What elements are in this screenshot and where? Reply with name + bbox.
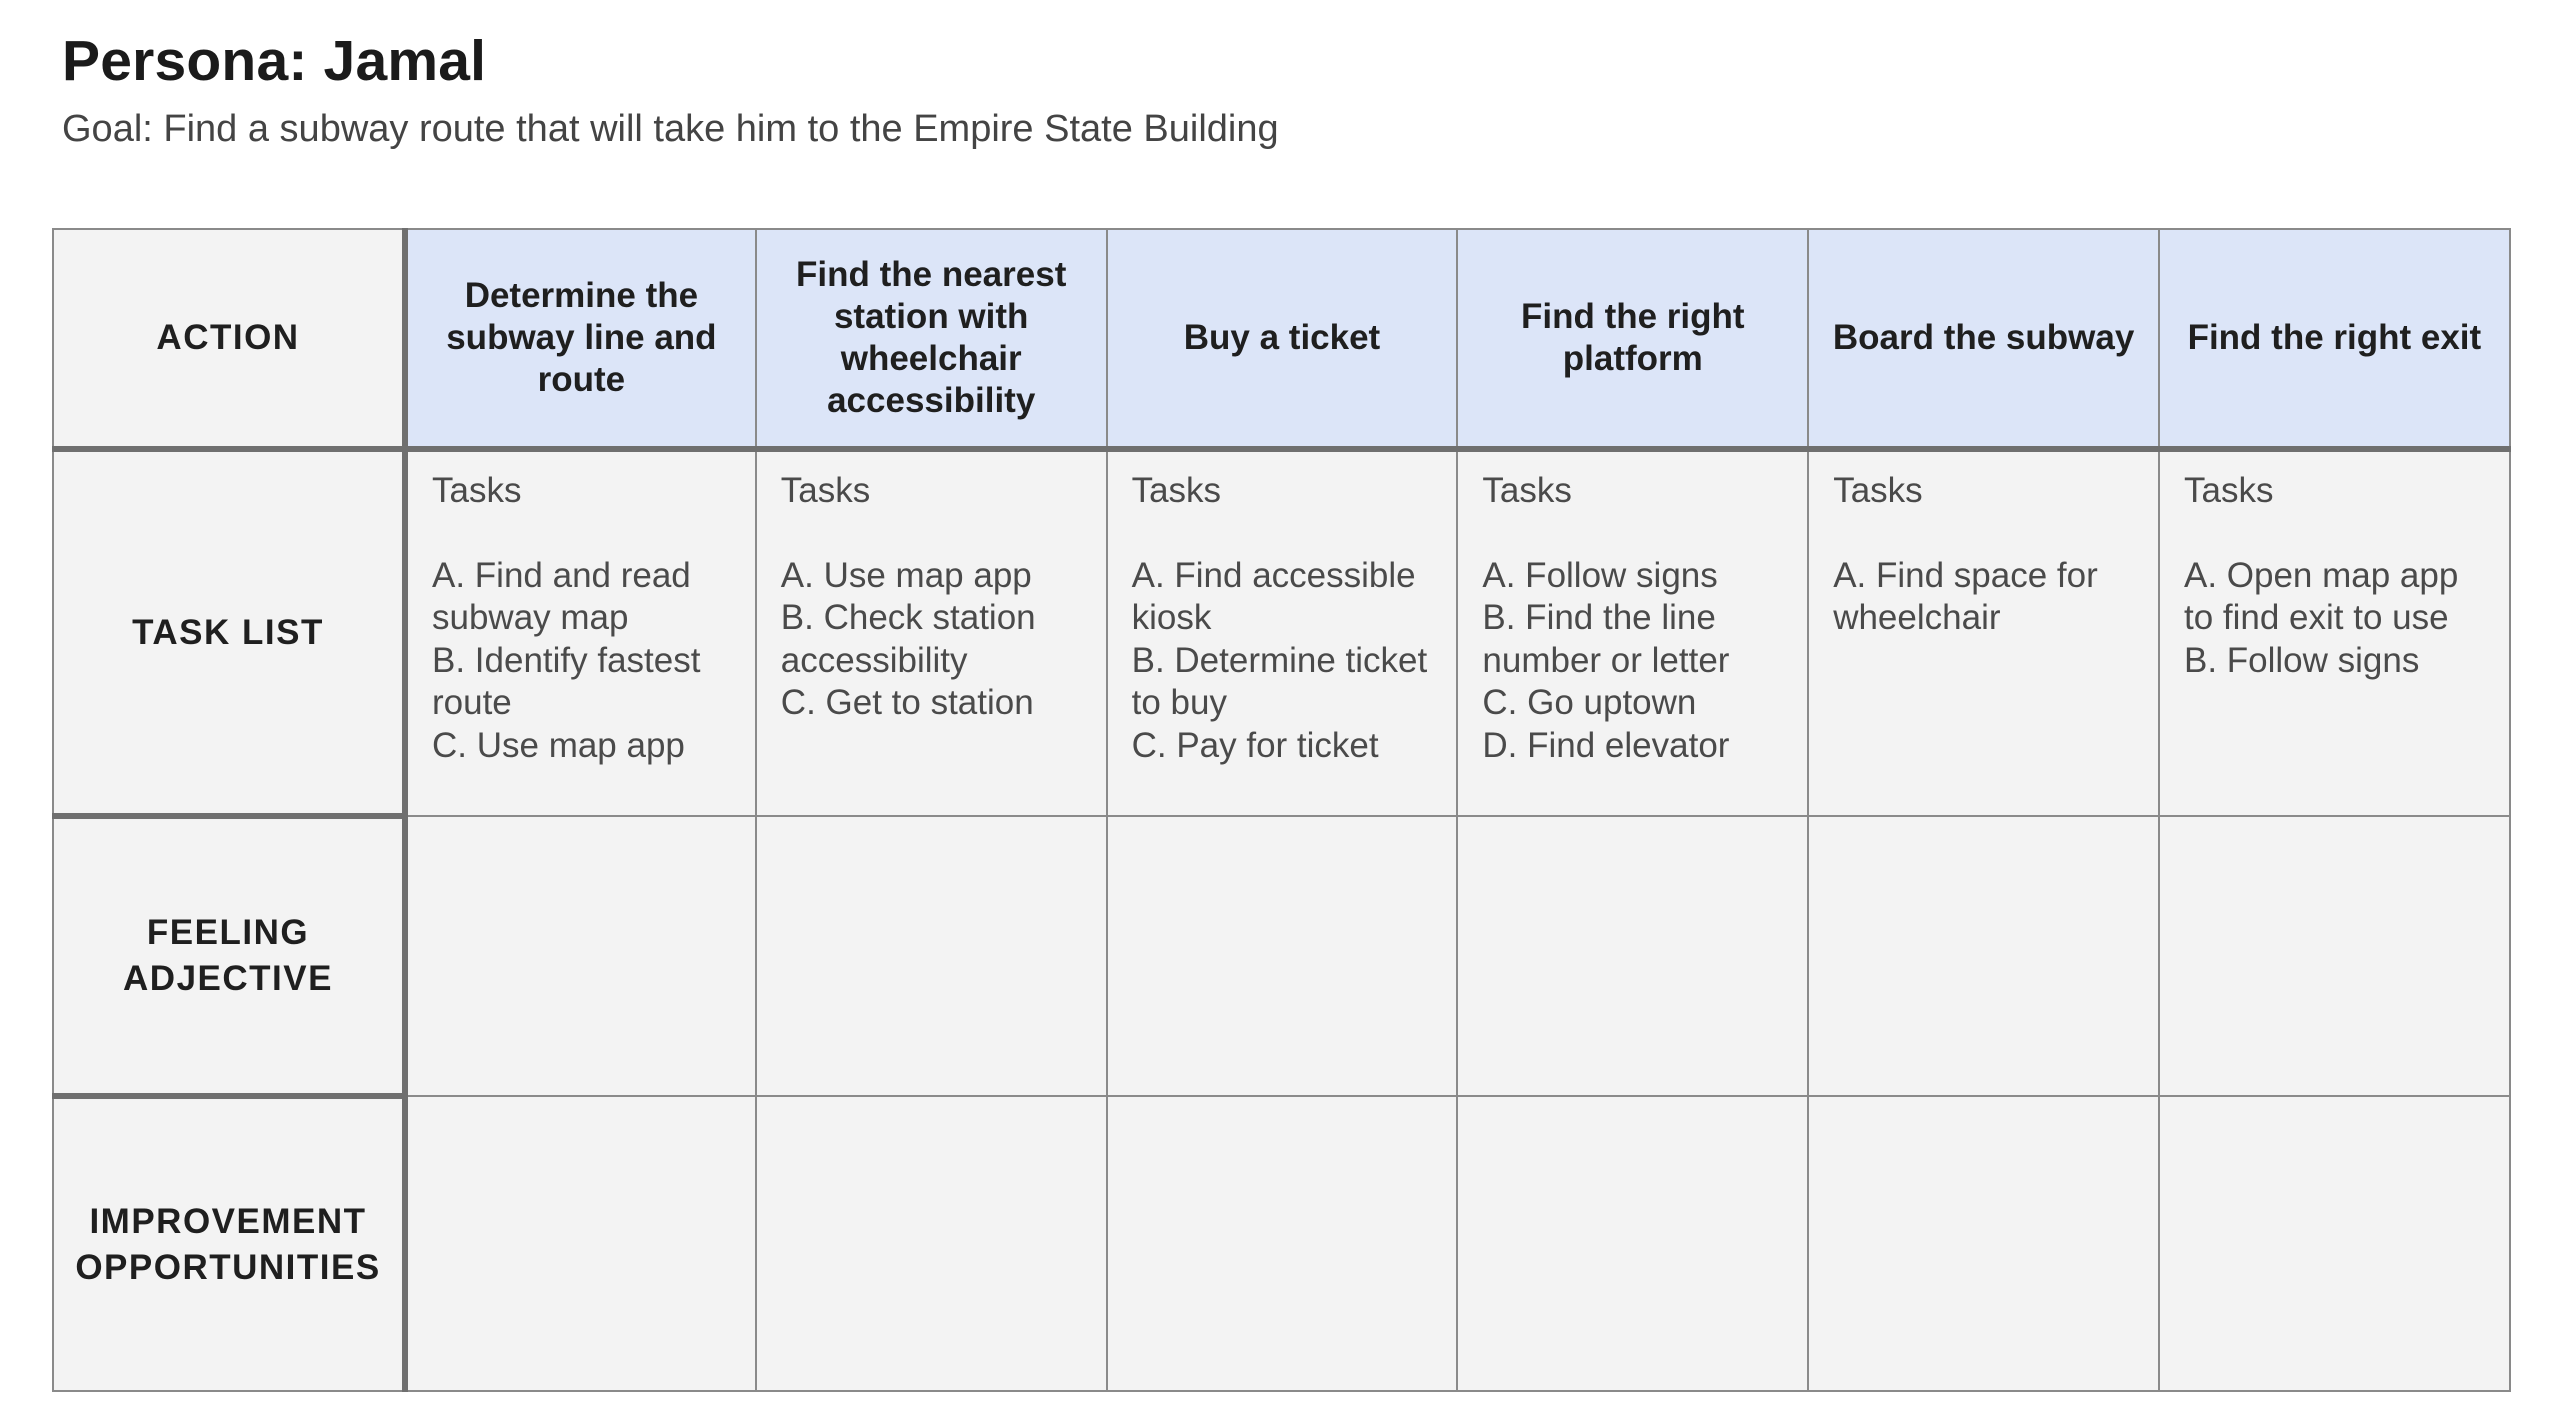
feeling-cell-2 [756,816,1107,1096]
tasks-heading: Tasks [780,471,871,511]
task-item: B. Find the line number or letter [1482,598,1730,680]
action-cell-2: Find the nearest station with wheelchair accessibility [756,229,1107,449]
task-cell-5 [1808,449,2159,816]
task-list-row [53,449,2510,816]
task-item: A. Use map app [780,555,1032,595]
improvement-cell-4 [1457,1096,1808,1391]
task-cell-2 [756,449,1107,816]
action-row [53,229,2510,449]
improvement-cell-1 [405,1096,756,1391]
task-item: B. Check station accessibility [780,598,1036,680]
action-cell-1: Determine the subway line and route [405,229,756,449]
row-label-action: ACTION [53,229,405,449]
action-cell-6: Find the right exit [2159,229,2510,449]
tasks-heading: Tasks [2183,471,2274,511]
task-item: D. Find elevator [1482,725,1730,765]
task-item: A. Open map app to find exit to use [2183,555,2459,638]
task-item: B. Determine ticket to buy [1131,640,1428,723]
task-item: C. Use map app [432,725,685,765]
task-item: A. Find space for wheelchair [1833,555,2098,638]
task-cell-3 [1107,449,1458,816]
feeling-cell-1 [405,816,756,1096]
action-cell-4: Find the right platform [1457,229,1808,449]
tasks-heading: Tasks [1482,471,1572,511]
task-item: C. Pay for ticket [1131,725,1379,765]
improvement-cell-5 [1808,1096,2159,1391]
feeling-cell-3 [1107,816,1458,1096]
task-item: A. Find accessible kiosk [1131,555,1416,638]
action-cell-5: Board the subway [1808,229,2159,449]
tasks-heading: Tasks [1833,471,1923,511]
feeling-cell-4 [1457,816,1808,1096]
task-item: B. Identify fastest route [432,640,701,723]
feeling-cell-5 [1808,816,2159,1096]
task-cell-4 [1457,449,1808,816]
improvement-cell-3 [1107,1096,1458,1391]
feeling-row [53,816,2510,1096]
task-item: C. Go uptown [1482,683,1697,723]
tasks-heading: Tasks [1131,471,1222,511]
task-item: C. Get to station [780,683,1034,723]
task-cell-1 [405,449,756,816]
feeling-cell-6 [2159,816,2510,1096]
improvement-row [53,1096,2510,1391]
task-cell-6 [2159,449,2510,816]
persona-title: Persona: Jamal [62,29,487,93]
improvement-cell-2 [756,1096,1107,1391]
action-cell-3: Buy a ticket [1107,229,1458,449]
task-item: A. Follow signs [1482,555,1718,595]
journey-map-table [52,228,2511,1392]
task-item: A. Find and read subway map [432,555,691,638]
row-label-improvement: IMPROVEMENT OPPORTUNITIES [53,1096,405,1391]
task-item: B. Follow signs [2183,640,2420,680]
persona-goal: Goal: Find a subway route that will take him to the Empire State Building [62,108,1279,150]
improvement-cell-6 [2159,1096,2510,1391]
row-label-feeling: FEELING ADJECTIVE [53,816,405,1096]
tasks-heading: Tasks [432,471,522,511]
row-label-task-list: TASK LIST [53,449,405,816]
